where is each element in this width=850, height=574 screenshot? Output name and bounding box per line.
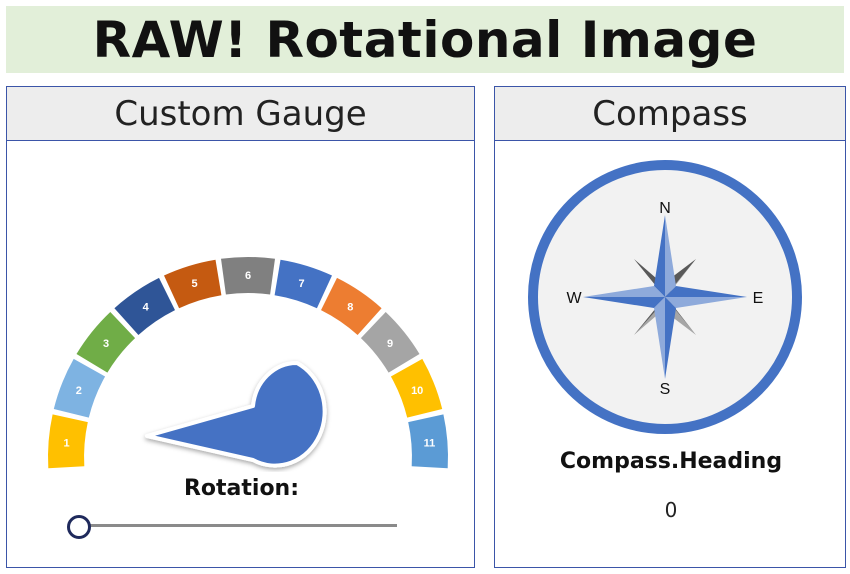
compass-heading-label: Compass.Heading — [559, 449, 783, 474]
south-label: S — [659, 381, 671, 398]
gauge-segment-label: 5 — [191, 278, 198, 290]
east-label: E — [752, 290, 764, 307]
gauge-graphic — [7, 142, 474, 472]
gauge-segment-label: 1 — [63, 437, 70, 450]
gauge-needle[interactable] — [147, 363, 325, 466]
title-banner — [6, 6, 844, 73]
compass-panel — [494, 86, 846, 568]
rotation-slider[interactable] — [67, 513, 397, 539]
gauge-segment-label: 3 — [102, 338, 110, 351]
gauge-segment-label: 2 — [75, 384, 82, 397]
north-label: N — [659, 200, 671, 217]
gauge-segment-label: 7 — [298, 278, 305, 290]
gauge-segment-label: 4 — [142, 301, 149, 314]
custom-gauge-panel — [6, 86, 475, 568]
west-label: W — [566, 290, 582, 307]
gauge-segment-label: 11 — [423, 437, 436, 450]
page-title: RAW! Rotational Image — [92, 10, 758, 69]
rotation-label: Rotation: — [183, 476, 300, 501]
gauge-segment-label: 9 — [386, 338, 394, 351]
gauge-segment-label: 10 — [411, 384, 424, 397]
rotation-slider-track[interactable] — [77, 524, 397, 527]
rotation-slider-thumb[interactable] — [67, 515, 91, 539]
gauge-segment-label: 8 — [347, 301, 354, 314]
gauge-segment-label: 6 — [244, 270, 252, 282]
compass-header: Compass — [495, 87, 845, 141]
custom-gauge-header: Custom Gauge — [7, 87, 474, 141]
compass-graphic — [495, 142, 845, 442]
compass-heading-value: 0 — [664, 498, 678, 522]
